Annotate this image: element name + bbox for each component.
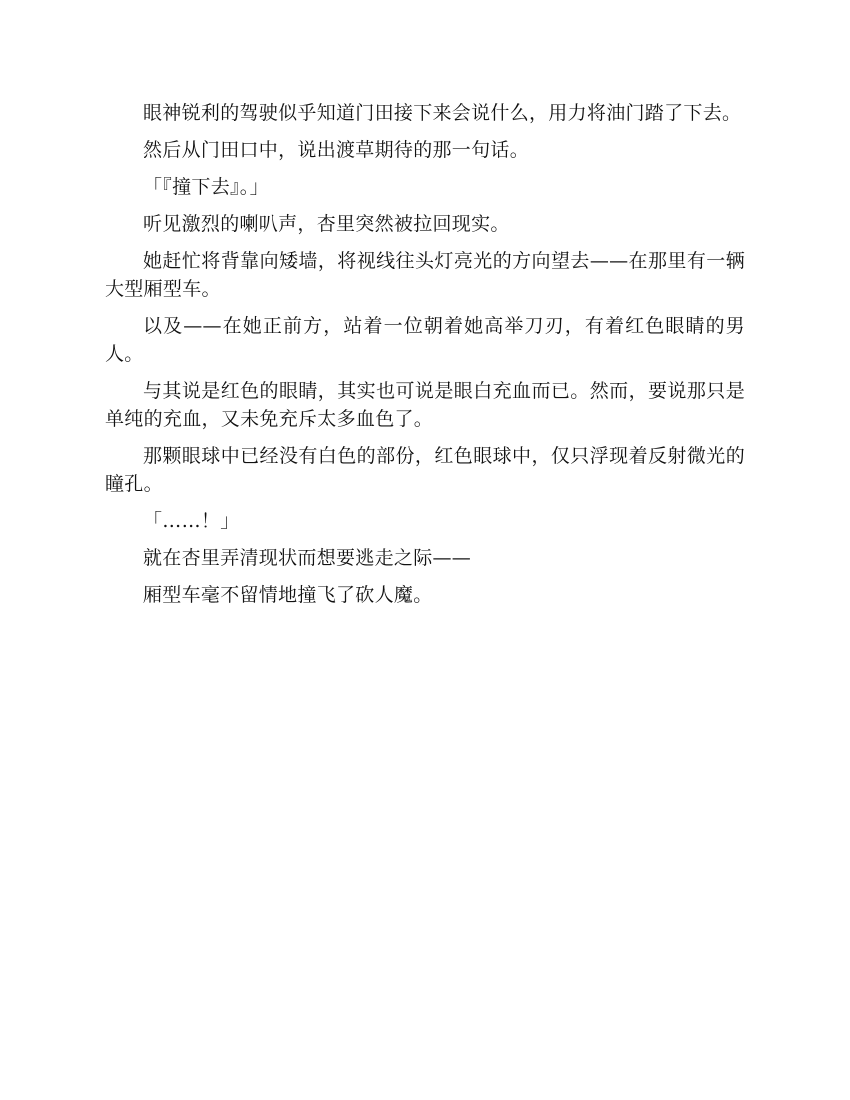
paragraph: 厢型车毫不留情地撞飞了砍人魔。 <box>143 584 433 606</box>
paragraph: 她赶忙将背靠向矮墙，将视线往头灯亮光的方向望去——在那里有一辆大型厢型车。 <box>105 250 745 300</box>
paragraph: 然后从门田口中，说出渡草期待的那一句话。 <box>143 139 530 161</box>
paragraph: 眼神锐利的驾驶似乎知道门田接下来会说什么，用力将油门踏了下去。 <box>143 102 742 124</box>
paragraph: 以及——在她正前方，站着一位朝着她高举刀刃，有着红色眼睛的男人。 <box>105 315 745 365</box>
paragraph: 「『撞下去』。」 <box>143 176 269 198</box>
paragraph: 「……！」 <box>143 510 240 532</box>
document-body <box>105 99 745 618</box>
paragraph: 与其说是红色的眼睛，其实也可说是眼白充血而已。然而，要说那只是单纯的充血，又未免充斥太多血色了。 <box>105 380 745 430</box>
paragraph: 那颗眼球中已经没有白色的部份，红色眼球中，仅只浮现着反射微光的瞳孔。 <box>105 445 745 495</box>
paragraph: 听见激烈的喇叭声，杏里突然被拉回现实。 <box>143 213 510 235</box>
paragraph: 就在杏里弄清现状而想要逃走之际—— <box>143 547 472 569</box>
